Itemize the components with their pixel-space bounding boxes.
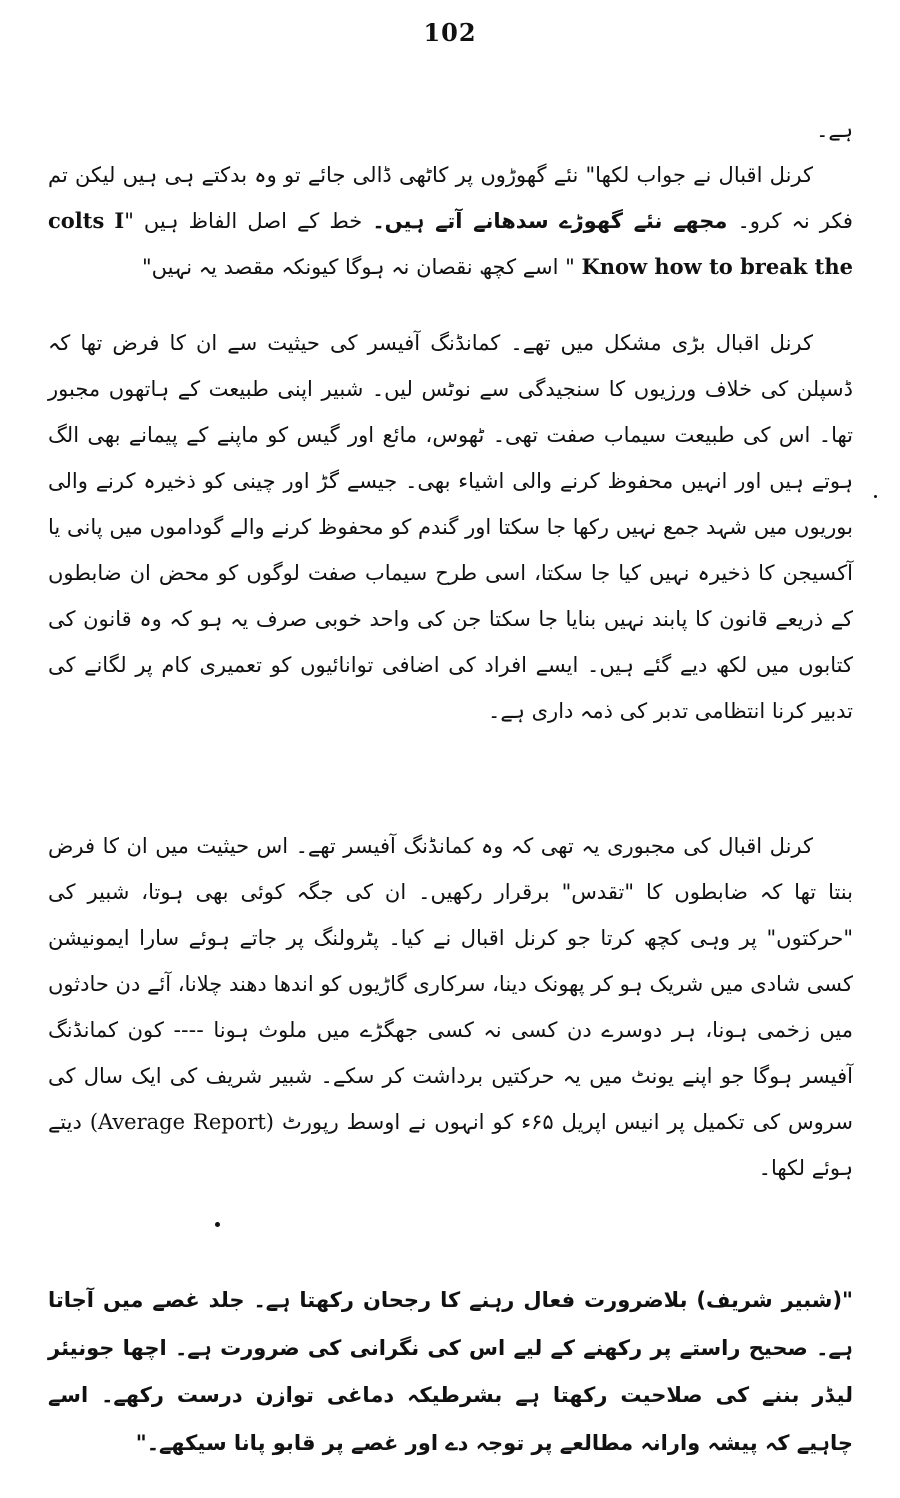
paragraph-discipline: کرنل اقبال بڑی مشکل میں تھے۔ کمانڈنگ آفیسر کی حیثیت سے ان کا فرض تھا کہ ڈسپلن کی خلاف ورزیوں کا سنجیدگی سے نوٹس لیں۔ شبیر اپنی طبیعت کے ہاتھوں مجبور تھا۔ اس کی طبیعت سیماب صفت تھی۔ ٹھوس، مائع اور گیس کو ماپنے کے پیمانے بھی الگ ہوتے ہیں اور انہیں محفوظ کرنے والی اشیاء بھی۔ جیسے گڑ اور چینی کو ذخیرہ کرنے والی بوریوں میں شہد جمع نہیں رکھا جا سکتا اور گندم کو محفوظ کرنے والے گوداموں میں پانی یا آکسیجن کا ذخیرہ نہیں کیا جا سکتا، اسی طرح سیماب صفت لوگوں کو محض ان ضابطوں کے ذریعے قانون کا پابند نہیں بنایا جا سکتا جن کی واحد خوبی صرف یہ ہو کہ وہ قانون کی کتابوں میں لکھ دیے گئے ہیں۔ ایسے افراد کی اضافی توانائیوں کو تعمیری کام پر لگانے کی تدبیر کرنا انتظامی تدبر کی ذمہ داری ہے۔ (48, 331, 853, 723)
carryover-line: ہے۔ (816, 118, 853, 142)
english-quote-colts: colts (48, 208, 105, 233)
colonel-reply-text (48, 153, 853, 290)
paragraph-colonel-reply (48, 108, 853, 290)
page-number: 102 (423, 18, 477, 47)
compulsion-text (48, 823, 853, 1191)
english-quote-break: I Know how to break the (114, 208, 853, 279)
reply-text-a: کرنل اقبال نے جواب لکھا" نئے گھوڑوں پر کاٹھی ڈالی جائے تو وہ بدکتے ہی ہیں لیکن تم فکر نہ کرو۔ (48, 163, 853, 233)
average-report-label: (Average Report) (89, 1110, 274, 1134)
reply-text-b: مجھے نئے گھوڑے سدھانے آتے ہیں۔ (372, 209, 728, 233)
compulsion-text-a: کرنل اقبال کی مجبوری یہ تھی کہ وہ کمانڈنگ آفیسر تھے۔ اس حیثیت میں ان کا فرض بنتا تھا کہ ضابطوں کا "تقدس" برقرار رکھیں۔ ان کی جگہ کوئی بھی ہوتا، شبیر کی "حرکتوں" پر وہی کچھ کرتا جو کرنل اقبال نے کیا۔ پٹرولنگ پر جاتے ہوئے سارا ایمونیشن کسی شادی میں شریک ہو کر پھونک دینا، سرکاری گاڑیوں کو اندھا دھند چلانا، آئے دن حادثوں میں زخمی ہونا، ہر دوسرے دن کسی نہ کسی جھگڑے میں ملوث ہونا ---- کون کمانڈنگ آفیسر ہوگا جو اپنے یونٹ میں یہ حرکتیں برداشت کر سکے۔ شبیر شریف کی ایک سال کی سروس کی تکمیل پر انیس اپریل ۶۵ء کو انہوں نے اوسط رپورٹ (48, 834, 853, 1134)
reply-text-d: " اسے کچھ نقصان نہ ہوگا کیونکہ مقصد یہ نہیں" (142, 255, 582, 279)
compulsion-text-b: دیتے ہوئے لکھا۔ (48, 1110, 853, 1180)
paragraph-compulsion (48, 823, 853, 1191)
ink-dot (215, 1222, 220, 1227)
report-quote: "(شبیر شریف) بلاضرورت فعال رہنے کا رجحان رکھتا ہے۔ جلد غصے میں آجاتا ہے۔ صحیح راستے پر رکھنے کے لیے اس کی نگرانی کی ضرورت ہے۔ اچھا جونیئر لیڈر بننے کی صلاحیت رکھتا ہے بشرطیکہ دماغی توازن درست رکھے۔ اسے چاہیے کہ پیشہ وارانہ مطالعے پر توجہ دے اور غصے پر قابو پانا سیکھے۔" (48, 1288, 853, 1455)
ink-dot (874, 495, 877, 498)
reply-text-c: خط کے اصل الفاظ ہیں " (124, 209, 373, 233)
